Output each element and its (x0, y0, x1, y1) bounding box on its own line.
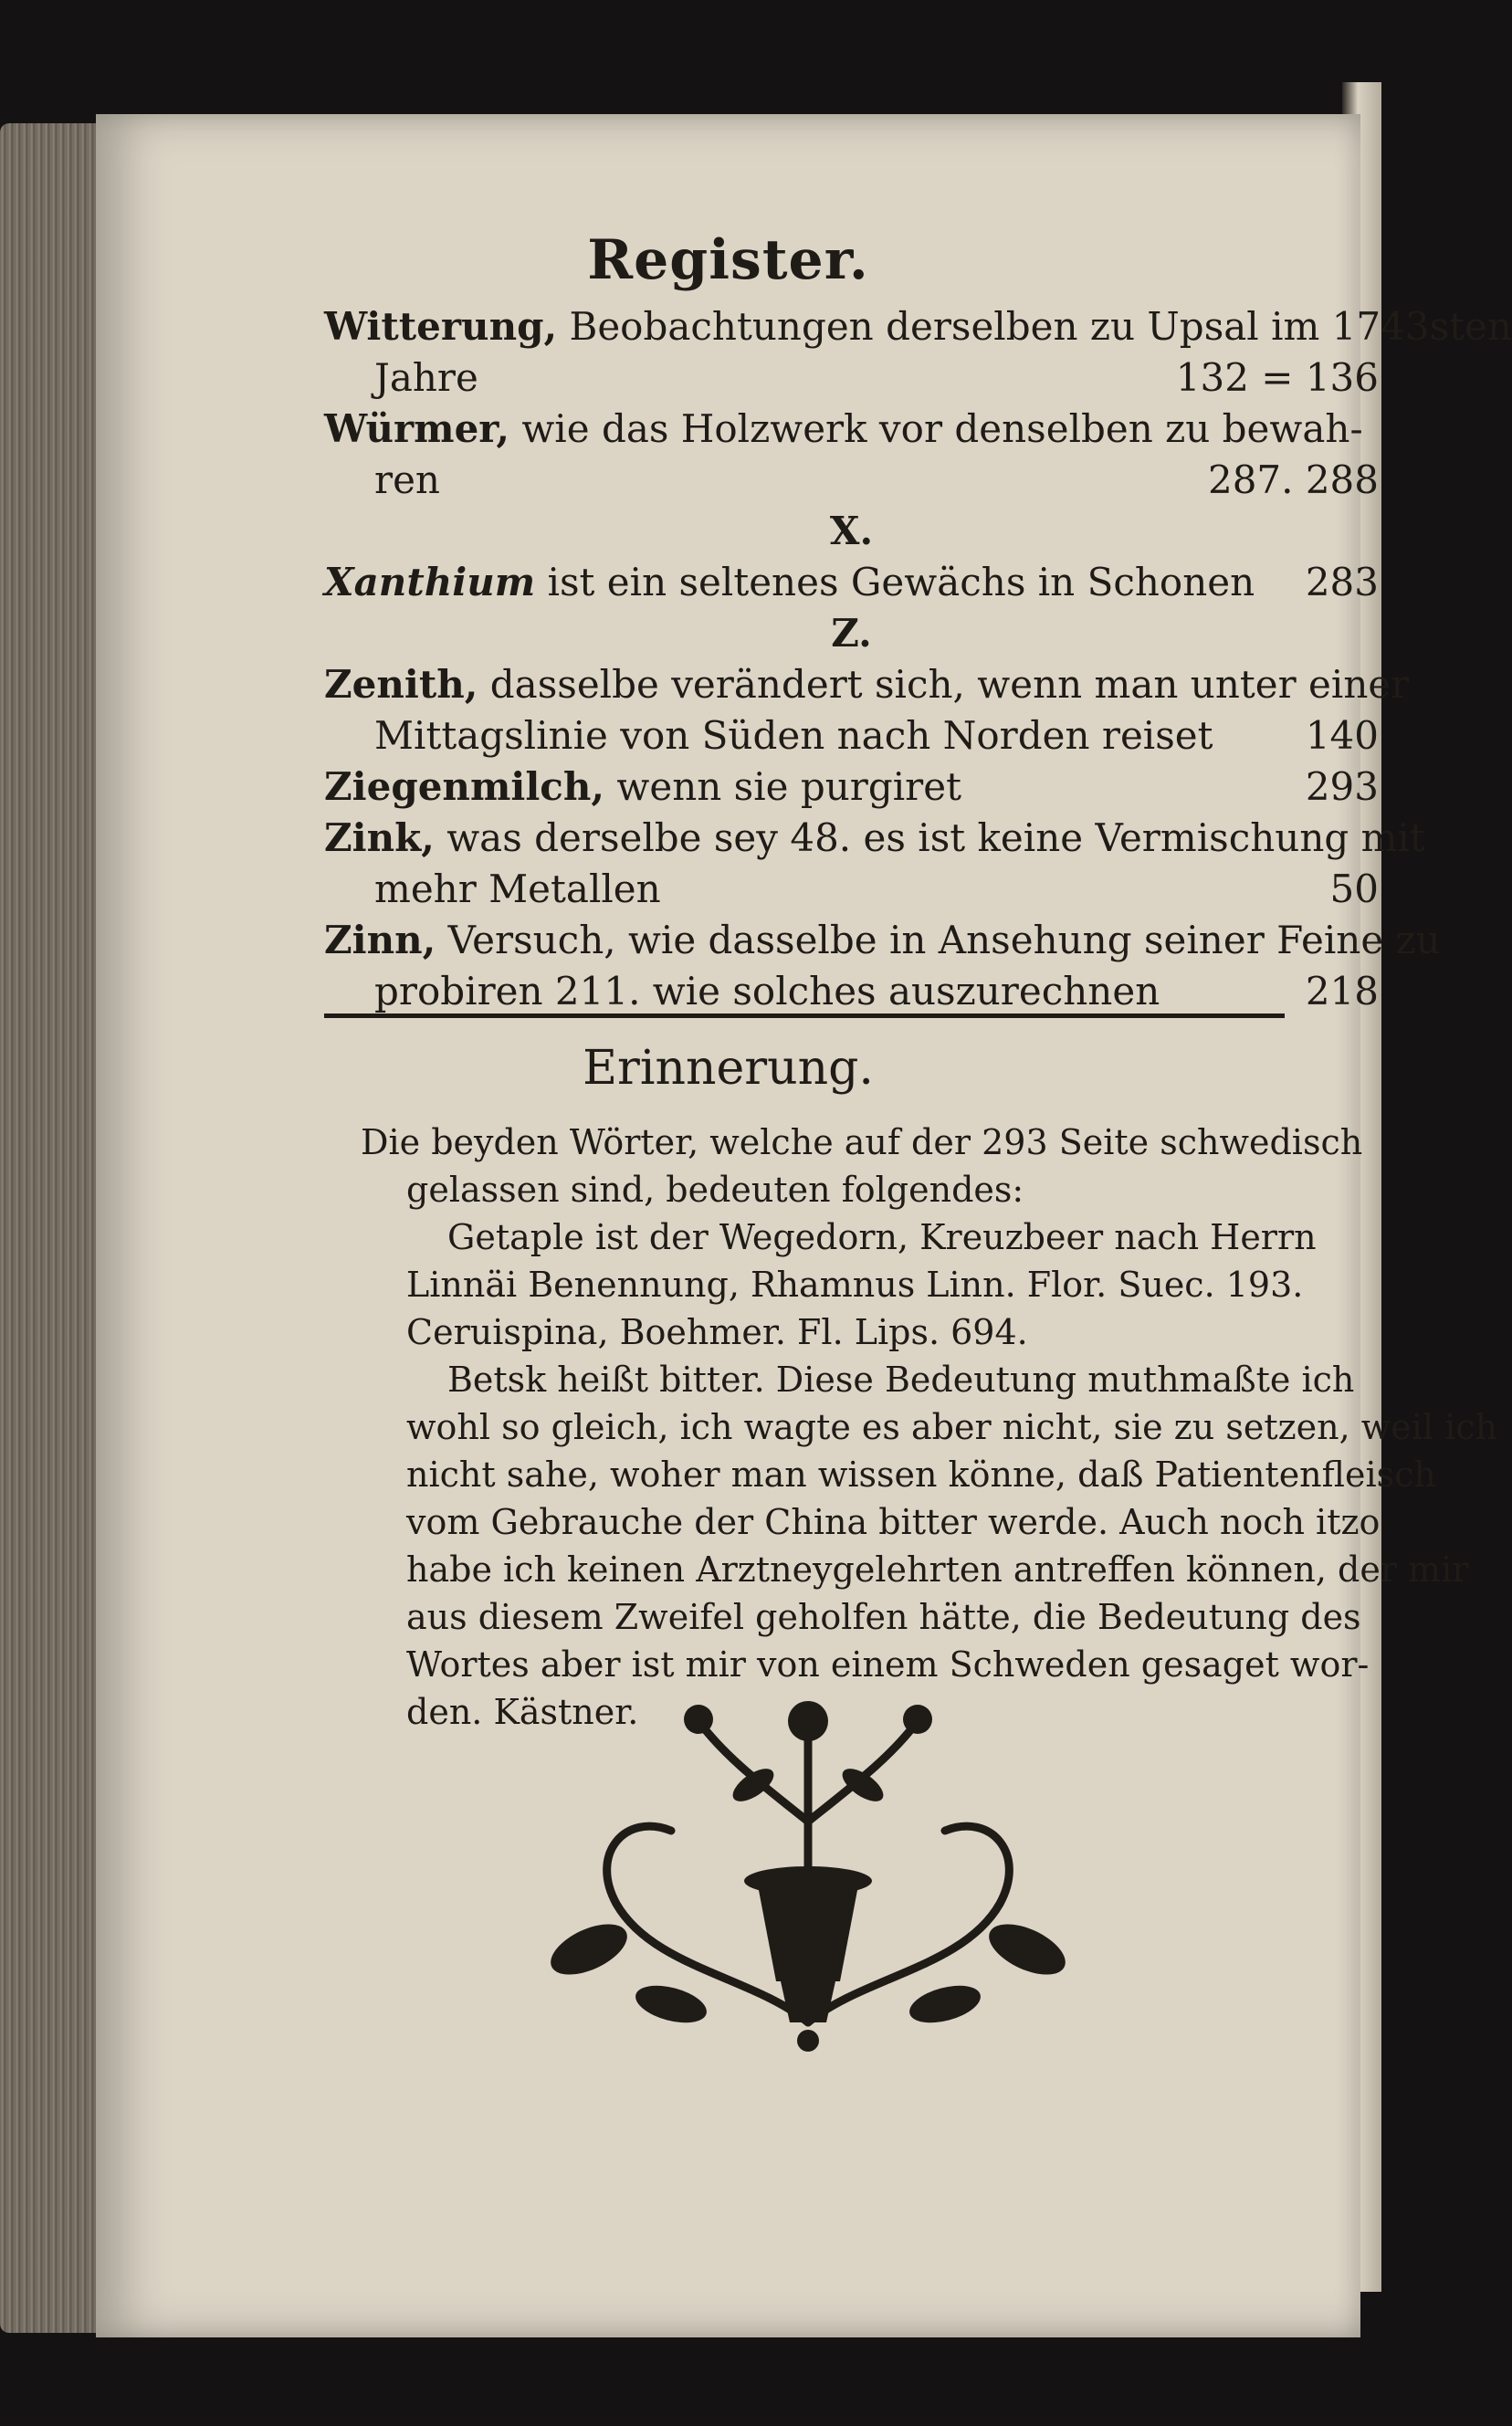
entry-text: was derselbe sey 48. es ist keine Vermischung mit (434, 815, 1425, 860)
register-line (324, 301, 1512, 352)
page-reference: 132 = 136 (1175, 355, 1379, 400)
erinnerung-line: wohl so gleich, ich wagte es aber nicht, sie zu setzen, weil ich (406, 1407, 1498, 1447)
floral-vase-ornament-icon (534, 1675, 1082, 2059)
register-line (324, 404, 1379, 455)
register-line (324, 813, 1425, 864)
letter-text: Z. (831, 611, 872, 656)
entry-keyword: Witterung, (324, 304, 558, 349)
entry-keyword: Zink, (324, 815, 435, 860)
erinnerung-line: den. Kästner. (406, 1692, 639, 1732)
entry-text: wenn sie purgiret (604, 764, 961, 809)
register-line (324, 915, 1441, 966)
register-line (324, 455, 1379, 506)
erinnerung-line: Getaple ist der Wegedorn, Kreuzbeer nach Herrn (447, 1217, 1317, 1257)
entry-text: wie das Holzwerk vor denselben zu bewah- (509, 406, 1363, 451)
erinnerung-line: aus diesem Zweifel geholfen hätte, die Bedeutung des (406, 1597, 1361, 1637)
entry-text: Beobachtungen derselben zu Upsal im 1743sten (557, 304, 1512, 349)
entry-text: dasselbe verändert sich, wenn man unter einer (478, 662, 1410, 707)
page-reference: 287. 288 (1207, 457, 1379, 502)
erinnerung-line: Ceruispina, Boehmer. Fl. Lips. 694. (406, 1312, 1028, 1352)
register-line (324, 659, 1410, 710)
erinnerung-line: nicht sahe, woher man wissen könne, daß Patientenfleisch (406, 1455, 1436, 1495)
register-heading: Register. (587, 228, 869, 292)
entry-keyword: Zinn, (324, 918, 436, 962)
entry-text: ren (374, 457, 440, 502)
erinnerung-line: Wortes aber ist mir von einem Schweden gesaget wor- (406, 1644, 1370, 1685)
entry-keyword: Würmer, (324, 406, 509, 451)
erinnerung-line: vom Gebrauche der China bitter werde. Auch noch itzo (406, 1502, 1381, 1542)
page-reference: 50 (1329, 866, 1379, 911)
entry-text: Jahre (374, 355, 478, 400)
section-letter (324, 608, 1379, 659)
erinnerung-line: Betsk heißt bitter. Diese Bedeutung muthmaßte ich (447, 1360, 1355, 1400)
erinnerung-text (361, 1118, 1498, 1736)
entry-text: Mittagslinie von Süden nach Norden reiset (374, 713, 1213, 758)
register-line (324, 352, 1379, 404)
erinnerung-line: Linnäi Benennung, Rhamnus Linn. Flor. Suec. 193. (406, 1265, 1304, 1305)
erinnerung-line: Die beyden Wörter, welche auf der 293 Seite schwedisch (361, 1122, 1363, 1162)
erinnerung-line: gelassen sind, bedeuten folgendes: (406, 1170, 1024, 1210)
page-reference: 218 (1305, 969, 1379, 1013)
section-letter (324, 506, 1379, 557)
register-line (324, 710, 1379, 761)
entry-text: probiren 211. wie solches auszurechnen (374, 969, 1160, 1013)
entry-text: ist ein seltenes Gewächs in Schonen (535, 560, 1255, 604)
register-line (324, 864, 1379, 915)
erinnerung-line: habe ich keinen Arztneygelehrten antreffen können, der mir (406, 1549, 1469, 1590)
register-line (324, 966, 1379, 1017)
entry-text: mehr Metallen (374, 866, 661, 911)
page-reference: 283 (1305, 560, 1379, 604)
section-divider (324, 1013, 1285, 1018)
letter-text: X. (829, 509, 874, 553)
register-line (324, 557, 1379, 608)
entry-text: Versuch, wie dasselbe in Ansehung seiner Feine zu (436, 918, 1441, 962)
entry-latin-keyword: Xanthium (324, 560, 536, 604)
entry-keyword: Ziegenmilch, (324, 764, 605, 809)
page-reference: 140 (1305, 713, 1379, 758)
register-line (324, 761, 1379, 813)
erinnerung-heading: Erinnerung. (583, 1041, 874, 1096)
entry-keyword: Zenith, (324, 662, 478, 707)
book-page (96, 114, 1512, 2337)
register-entries (324, 301, 1512, 1017)
page-reference: 293 (1305, 764, 1379, 809)
